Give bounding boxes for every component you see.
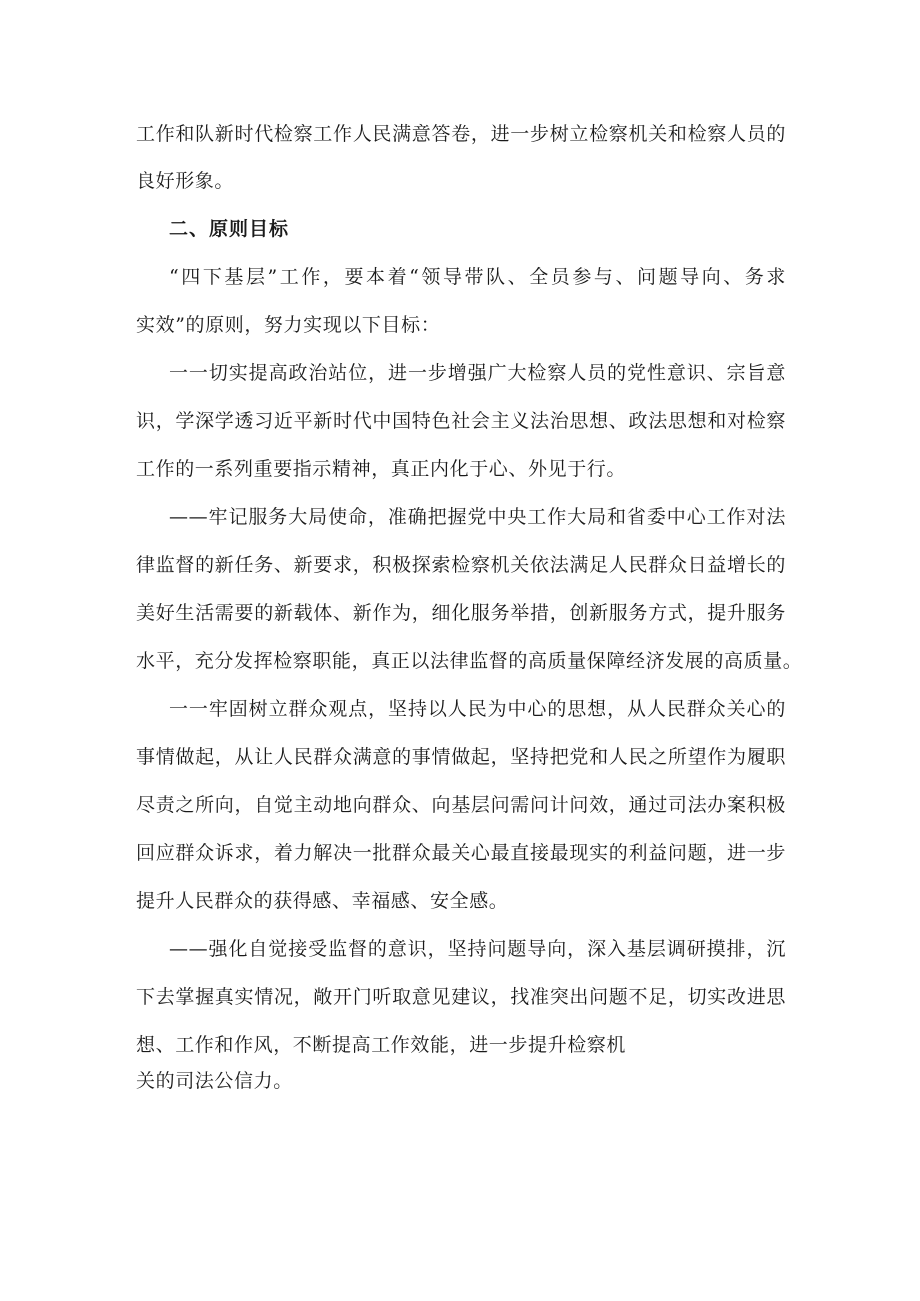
paragraph-line: 关的司法公信力。 (136, 1070, 293, 1092)
paragraph-line: 提升人民群众的获得感、幸福感、安全感。 (136, 890, 509, 912)
paragraph-line: 想、工作和作风，不断提高工作效能，进一步提升检察机 (136, 1034, 627, 1056)
paragraph-line: 下去掌握真实情况，敞开门听取意见建议，找准突出问题不足，切实改进思 (136, 986, 786, 1008)
paragraph-line: “四下基层”工作，要本着“领导带队、全员参与、问题导向、务求 (169, 266, 786, 288)
paragraph-line: 识，学深学透习近平新时代中国特色社会主义法治思想、政法思想和对检察 (136, 410, 786, 432)
paragraph-line: 工作的一系列重要指示精神，真正内化于心、外见于行。 (136, 458, 627, 480)
paragraph-line: 实效”的原则，努力实现以下目标： (136, 314, 441, 336)
paragraph-line: 良好形象。 (136, 170, 235, 192)
paragraph-line: 水平，充分发挥检察职能，真正以法律监督的高质量保障经济发展的高质量。 (136, 650, 803, 672)
paragraph-line: 一一牢固树立群众观点，坚持以人民为中心的思想，从人民群众关心的 (169, 698, 786, 720)
paragraph-line: ——强化自觉接受监督的意识，坚持问题导向，深入基层调研摸排，沉 (169, 938, 786, 960)
section-heading: 二、原则目标 (169, 218, 290, 240)
paragraph-line: 律监督的新任务、新要求，积极探索检察机关依法满足人民群众日益增长的 (136, 554, 786, 576)
paragraph-line: 事情做起，从让人民群众满意的事情做起，坚持把党和人民之所望作为履职 (136, 746, 786, 768)
paragraph-line: 美好生活需要的新载体、新作为，细化服务举措，创新服务方式，提升服务 (136, 602, 786, 624)
paragraph-line: 工作和队新时代检察工作人民满意答卷，进一步树立检察机关和检察人员的 (136, 123, 786, 145)
paragraph-line: ——牢记服务大局使命，准确把握党中央工作大局和省委中心工作对法 (169, 506, 786, 528)
paragraph-line: 尽责之所向，自觉主动地向群众、向基层问需问计问效，通过司法办案积极 (136, 794, 786, 816)
paragraph-line: 一一切实提高政治站位，进一步增强广大检察人员的党性意识、宗旨意 (169, 362, 786, 384)
paragraph-line: 回应群众诉求，着力解决一批群众最关心最直接最现实的利益问题，进一步 (136, 842, 786, 864)
